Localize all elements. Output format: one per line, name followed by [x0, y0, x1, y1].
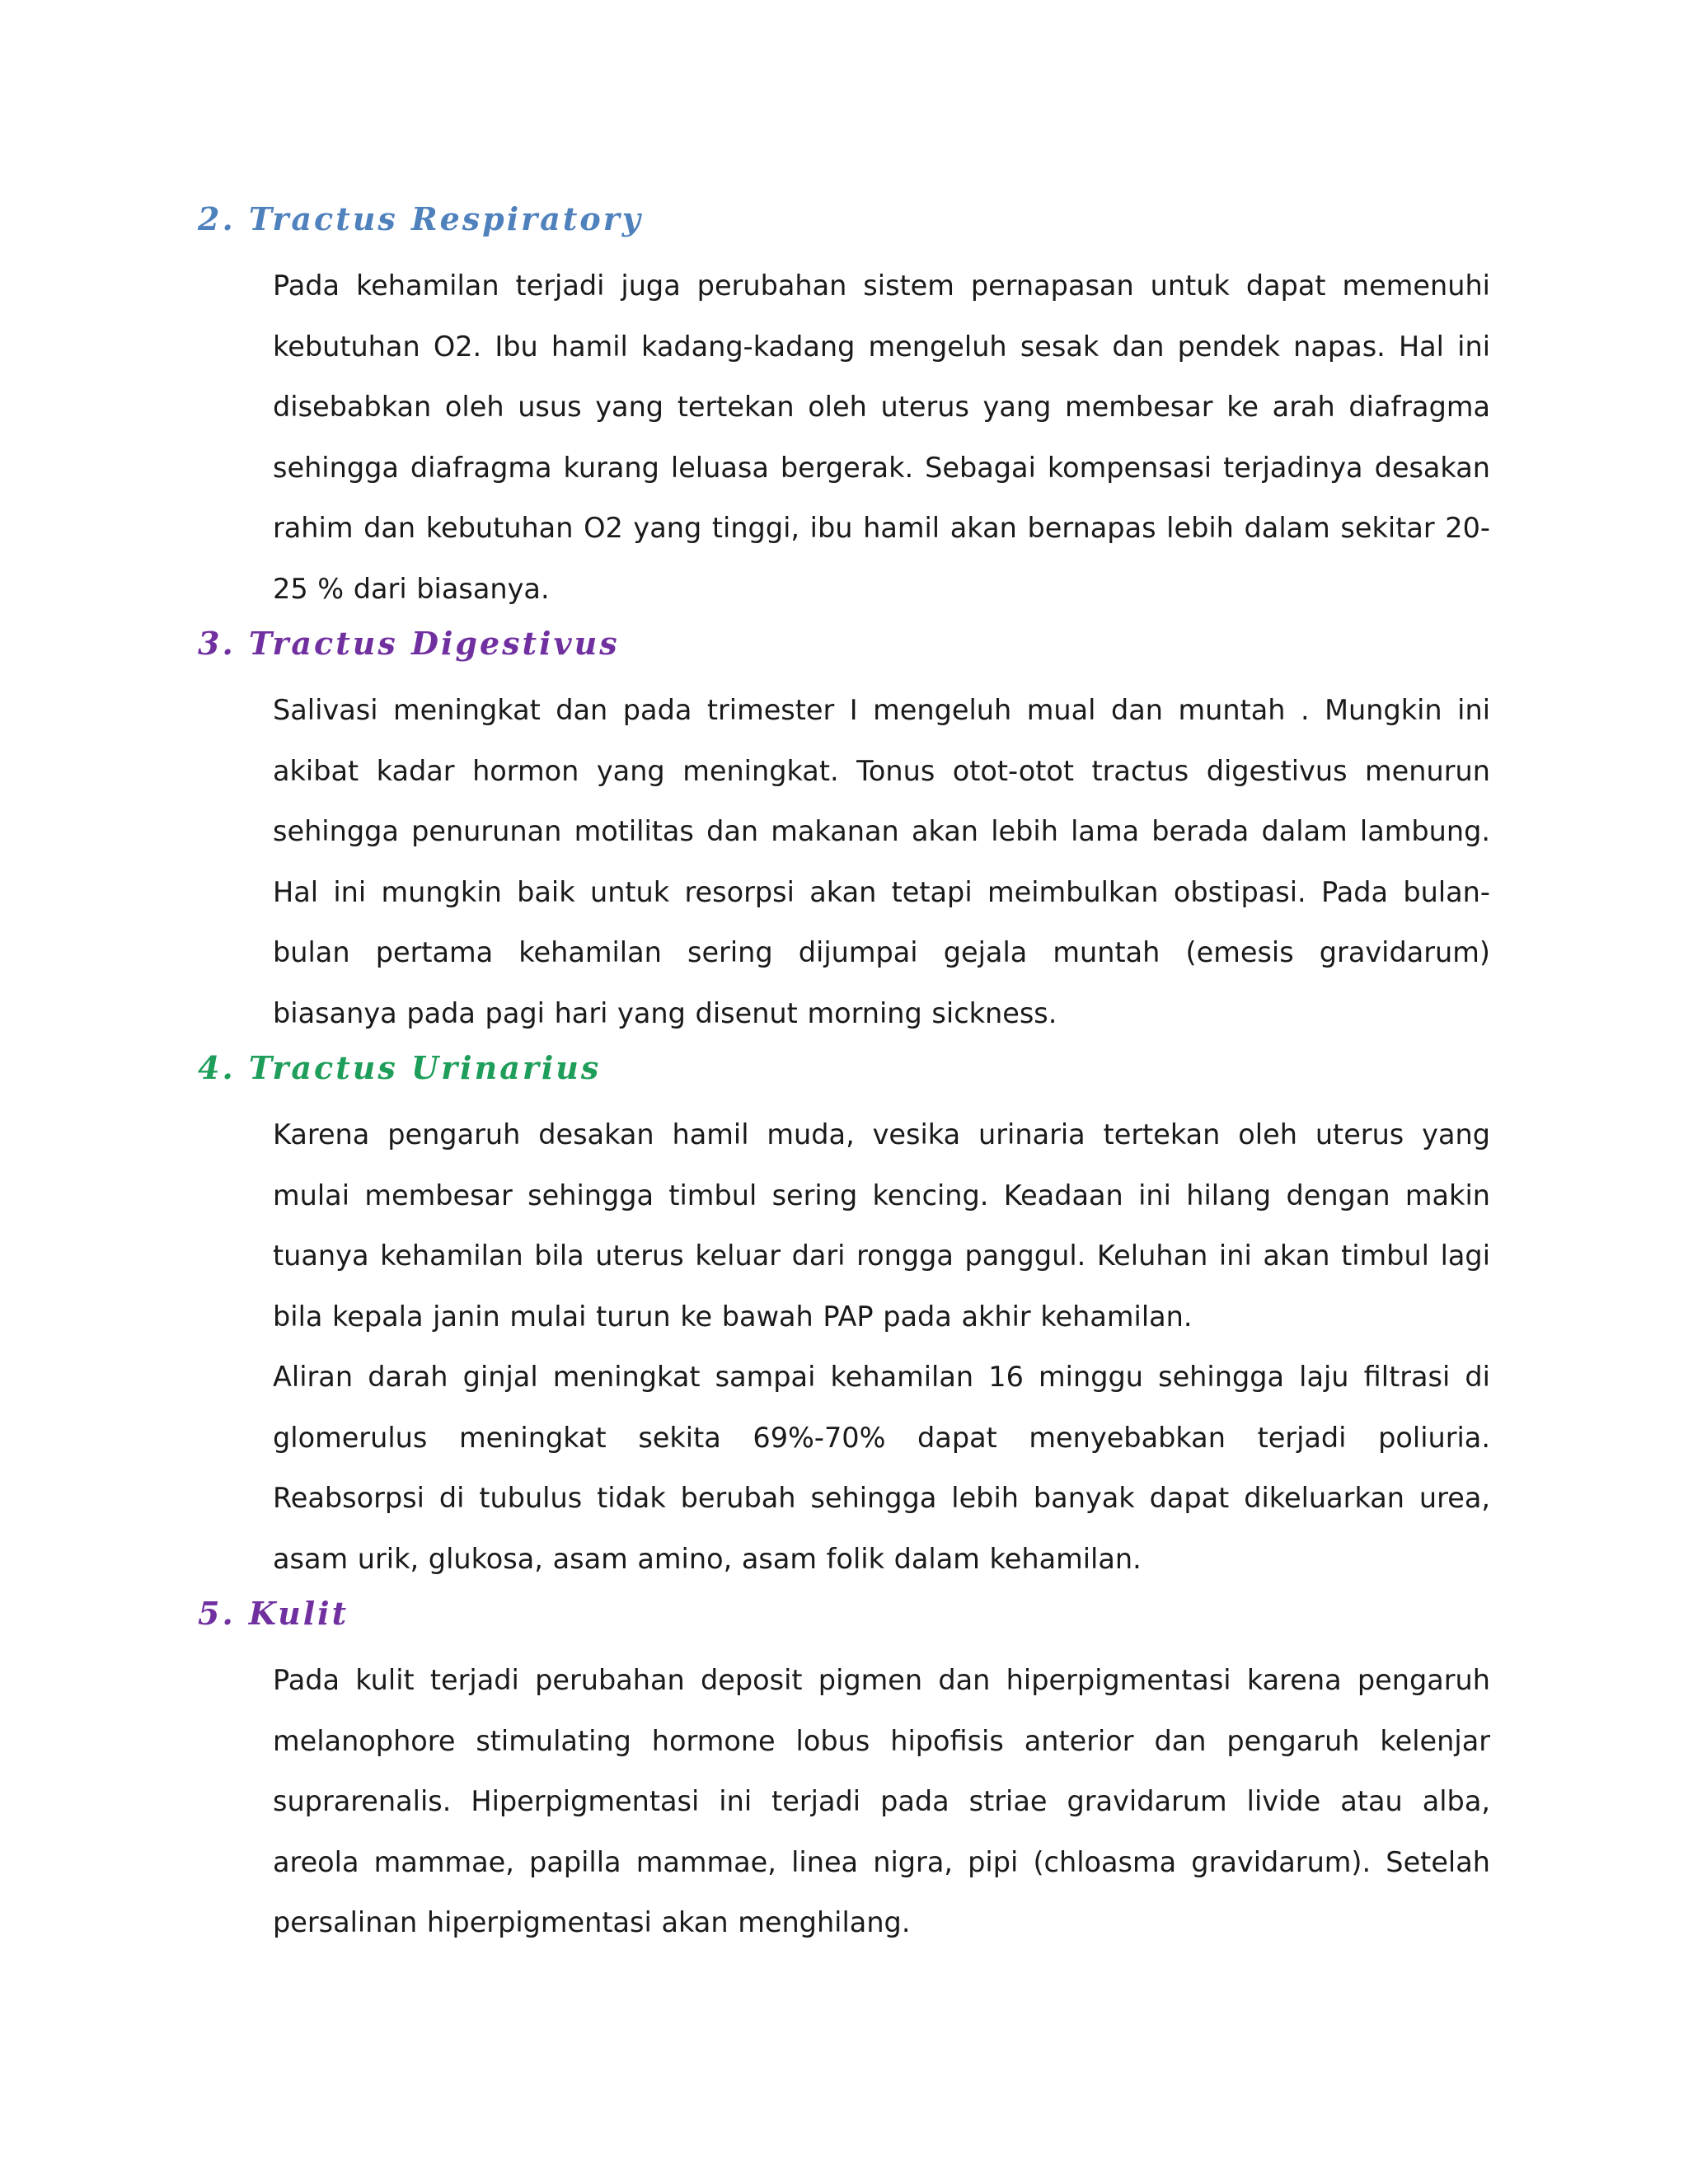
section-heading-respiratory: 2. Tractus Respiratory [198, 200, 643, 237]
paragraph-respiratory: Pada kehamilan terjadi juga perubahan sistem pernapasan untuk dapat memenuhi kebutuhan O2. Ibu hamil kadang-kadang mengeluh sesak dan pendek napas. Hal ini disebabkan oleh usus yang tertekan oleh uterus yang membesar ke arah diafragma sehingga diafragma kurang leluasa bergerak. Sebagai kompensasi terjadinya desakan rahim dan kebutuhan O2 yang tinggi, ibu hamil akan bernapas lebih dalam sekitar 20-25 % dari biasanya. [273, 269, 1490, 605]
paragraph-kulit: Pada kulit terjadi perubahan deposit pigmen dan hiperpigmentasi karena pengaruh melanophore stimulating hormone lobus hipofisis anterior dan pengaruh kelenjar suprarenalis. Hiperpigmentasi ini terjadi pada striae gravidarum livide atau alba, areola mammae, papilla mammae, linea nigra, pipi (chloasma gravidarum). Setelah persalinan hiperpigmentasi akan menghilang. [273, 1664, 1490, 1938]
paragraph-urinarius-1: Karena pengaruh desakan hamil muda, vesika urinaria tertekan oleh uterus yang mulai membesar sehingga timbul sering kencing. Keadaan ini hilang dengan makin tuanya kehamilan bila uterus keluar dari rongga panggul. Keluhan ini akan timbul lagi bila kepala janin mulai turun ke bawah PAP pada akhir kehamilan. [273, 1118, 1490, 1333]
section-heading-urinarius: 4. Tractus Urinarius [198, 1049, 602, 1086]
section-heading-digestivus: 3. Tractus Digestivus [198, 625, 620, 662]
paragraph-digestivus: Salivasi meningkat dan pada trimester I mengeluh mual dan muntah . Mungkin ini akibat kadar hormon yang meningkat. Tonus otot-otot tractus digestivus menurun sehingga penurunan motilitas dan makanan akan lebih lama berada dalam lambung. Hal ini mungkin baik untuk resorpsi akan tetapi meimbulkan obstipasi. Pada bulan-bulan pertama kehamilan sering dijumpai gejala muntah (emesis gravidarum) biasanya pada pagi hari yang disenut morning sickness. [273, 694, 1490, 1029]
page-content [198, 194, 1490, 1953]
paragraph-urinarius-2: Aliran darah ginjal meningkat sampai kehamilan 16 minggu sehingga laju filtrasi di glomerulus meningkat sekita 69%-70% dapat menyebabkan terjadi poliuria. Reabsorpsi di tubulus tidak berubah sehingga lebih banyak dapat dikeluarkan urea, asam urik, glukosa, asam amino, asam folik dalam kehamilan. [273, 1361, 1490, 1575]
section-heading-kulit: 5. Kulit [198, 1595, 349, 1632]
